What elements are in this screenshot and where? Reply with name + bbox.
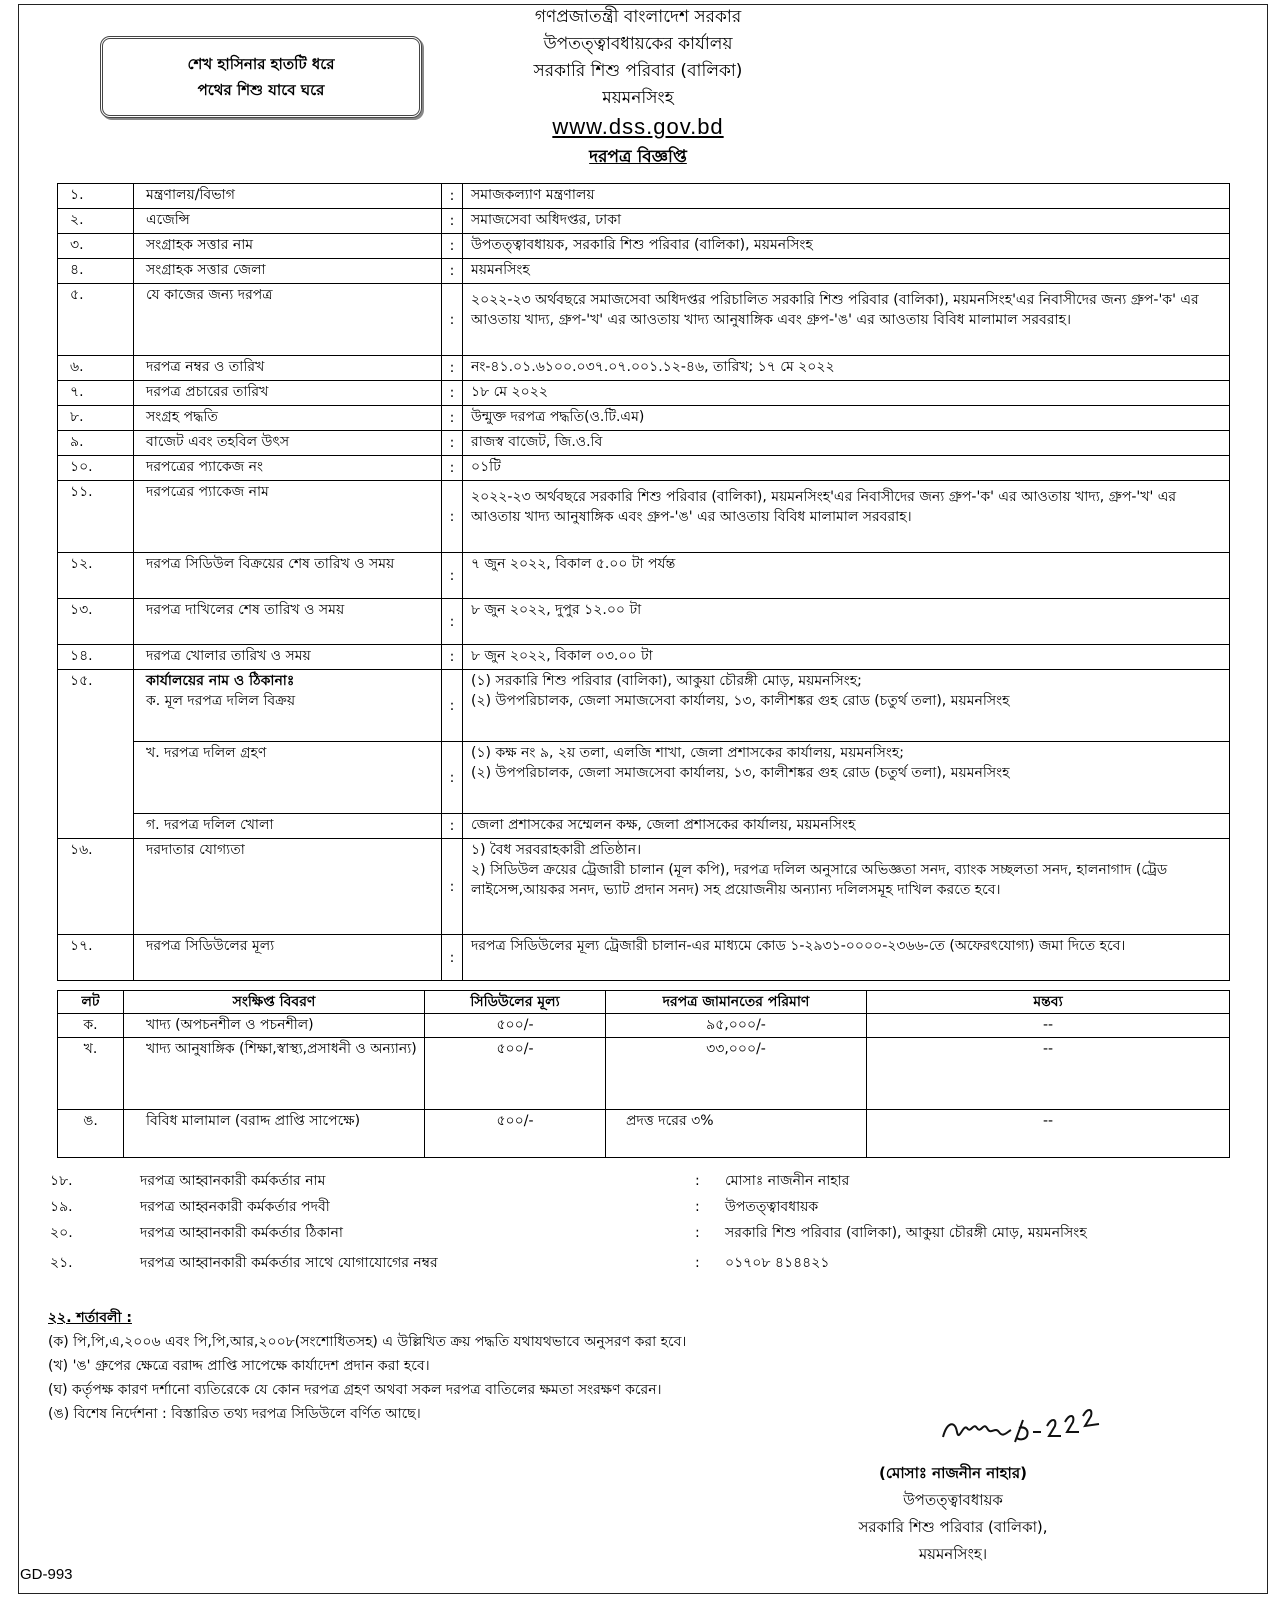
- row-label: গ. দরপত্র দলিল খোলা: [134, 814, 442, 839]
- lot-description: খাদ্য আনুষাঙ্গিক (শিক্ষা,স্বাস্থ্য,প্রসাধনী ও অন্যান্য): [124, 1038, 425, 1110]
- row-value: সমাজসেবা অধিদপ্তর, ঢাকা: [463, 209, 1230, 234]
- row-value: দরপত্র সিডিউলের মূল্য ট্রেজারী চালান-এর মাধ্যমে কোড ১-২৯৩১-০০০০-২৩৬৬-তে (অফেরৎযোগ্য) জমা দিতে হবে।: [463, 935, 1230, 981]
- row-number: ১২.: [58, 553, 134, 599]
- sale-office-2: (২) উপপরিচালক, জেলা সমাজসেবা কার্যালয়, ১৩, কালীশঙ্কর গুহ রোড (চতুর্থ তলা), ময়মনসিংহ: [471, 693, 1010, 709]
- signer-title: উপতত্ত্বাবধায়ক: [903, 1491, 1003, 1509]
- table-row: [58, 839, 1230, 935]
- row-number: ৯.: [58, 431, 134, 456]
- signer-name: (মোসাঃ নাজনীন নাহার): [879, 1464, 1027, 1482]
- table-row: [58, 431, 1230, 456]
- row-number: ১.: [58, 184, 134, 209]
- website-link[interactable]: www.dss.gov.bd: [552, 114, 724, 139]
- colon: :: [695, 1225, 700, 1241]
- table-row: [58, 234, 1230, 259]
- row-number: ১০.: [58, 456, 134, 481]
- colon: :: [442, 209, 463, 234]
- security-amount: ৯৫,০০০/-: [606, 1014, 867, 1038]
- row-value: সমাজকল্যাণ মন্ত্রণালয়: [463, 184, 1230, 209]
- info-row: [50, 1194, 1230, 1220]
- term-item: (ঘ) কর্তৃপক্ষ কারণ দর্শানো ব্যতিরেকে যে কোন দরপত্র গ্রহণ অথবা সকল দরপত্র বাতিলের ক্ষমতা সংরক্ষণ করেন।: [48, 1382, 662, 1398]
- colon: :: [442, 406, 463, 431]
- handwritten-signature-icon: [933, 1392, 1113, 1462]
- row-label: সংগ্রহ পদ্ধতি: [134, 406, 442, 431]
- colon: :: [442, 381, 463, 406]
- row-value: ১৮ মে ২০২২: [463, 381, 1230, 406]
- row-label: [134, 670, 442, 742]
- table-row: [58, 356, 1230, 381]
- receive-office-2: (২) উপপরিচালক, জেলা সমাজসেবা কার্যালয়, ১৩, কালীশঙ্কর গুহ রোড (চতুর্থ তলা), ময়মনসিংহ: [471, 765, 1010, 781]
- row-value: ময়মনসিংহ: [463, 259, 1230, 284]
- row-label: দরপত্রের প্যাকেজ নং: [134, 456, 442, 481]
- info-label: দরপত্র আহ্বানকারী কর্মকর্তার সাথে যোগাযোগের নম্বর: [140, 1255, 438, 1271]
- officer-info: [50, 1168, 1230, 1276]
- remark: --: [867, 1038, 1230, 1110]
- row-number: ২.: [58, 209, 134, 234]
- colon: :: [442, 645, 463, 670]
- column-header: সংক্ষিপ্ত বিবরণ: [124, 991, 425, 1014]
- sale-office-1: (১) সরকারি শিশু পরিবার (বালিকা), আকুয়া চৌরঙ্গী মোড়, ময়মনসিংহ;: [471, 673, 862, 689]
- slogan-line-1: শেখ হাসিনার হাতটি ধরে: [187, 55, 335, 73]
- slogan-box: [100, 36, 422, 118]
- receive-office-1: (১) কক্ষ নং ৯, ২য় তলা, এলজি শাখা, জেলা প্রশাসকের কার্যালয়, ময়মনসিংহ;: [471, 745, 904, 761]
- row-value: জেলা প্রশাসকের সম্মেলন কক্ষ, জেলা প্রশাসকের কার্যালয়, ময়মনসিংহ: [463, 814, 1230, 839]
- table-row: [58, 259, 1230, 284]
- lot-id: ক.: [58, 1014, 124, 1038]
- row-label: দরদাতার যোগ্যতা: [134, 839, 442, 935]
- row-value: [463, 742, 1230, 814]
- qualification-2: ২) সিডিউল ক্রয়ের ট্রেজারী চালান (মূল কপি), দরপত্র দলিল অনুসারে অভিজ্ঞতা সনদ, ব্যাংক সচ্ছলতা সনদ, হালনাগাদ (ট্রেড লাইসেন্স,আয়কর সনদ, ভ্যাট প্রদান সনদ) সহ প্রয়োজনীয় অন্যান্য দলিলসমূহ দাখিল করতে হবে।: [471, 862, 1168, 898]
- row-value: ০১টি: [463, 456, 1230, 481]
- lot-description: বিবিধ মালামাল (বরাদ্দ প্রাপ্তি সাপেক্ষে): [124, 1110, 425, 1158]
- row-number: ১৬.: [58, 839, 134, 935]
- table-row-office-receive: [58, 742, 1230, 814]
- row-label: এজেন্সি: [134, 209, 442, 234]
- colon: :: [442, 356, 463, 381]
- table-row: [58, 381, 1230, 406]
- row-label: দরপত্র প্রচারের তারিখ: [134, 381, 442, 406]
- column-header: সিডিউলের মূল্য: [425, 991, 606, 1014]
- colon: :: [695, 1255, 700, 1271]
- colon: :: [442, 935, 463, 981]
- row-value: উপতত্ত্বাবধায়ক, সরকারি শিশু পরিবার (বালিকা), ময়মনসিংহ: [463, 234, 1230, 259]
- row-label: দরপত্র সিডিউলের মূল্য: [134, 935, 442, 981]
- row-number: ১৪.: [58, 645, 134, 670]
- row-value: নং-৪১.০১.৬১০০.০৩৭.০৭.০০১.১২-৪৬, তারিখ; ১৭ মে ২০২২: [463, 356, 1230, 381]
- row-label: সংগ্রাহক সত্তার জেলা: [134, 259, 442, 284]
- row-label: খ. দরপত্র দলিল গ্রহণ: [134, 742, 442, 814]
- info-number: ২০.: [50, 1225, 73, 1241]
- remark: --: [867, 1110, 1230, 1158]
- colon: :: [442, 456, 463, 481]
- row-label: দরপত্র নম্বর ও তারিখ: [134, 356, 442, 381]
- qualification-1: ১) বৈধ সরবরাহকারী প্রতিষ্ঠান।: [471, 842, 642, 858]
- column-header: মন্তব্য: [867, 991, 1230, 1014]
- row-label: সংগ্রাহক সত্তার নাম: [134, 234, 442, 259]
- info-row: [50, 1220, 1230, 1246]
- colon: :: [442, 814, 463, 839]
- reference-code: GD-993: [20, 1566, 73, 1583]
- letterhead: [408, 4, 868, 172]
- security-amount: ৩৩,০০০/-: [606, 1038, 867, 1110]
- row-value: ৮ জুন ২০২২, বিকাল ০৩.০০ টা: [463, 645, 1230, 670]
- row-number: ৬.: [58, 356, 134, 381]
- row-value: ৮ জুন ২০২২, দুপুর ১২.০০ টা: [463, 599, 1230, 645]
- colon: :: [442, 742, 463, 814]
- row-label: বাজেট এবং তহবিল উৎস: [134, 431, 442, 456]
- info-label: দরপত্র আহ্বানকারী কর্মকর্তার নাম: [140, 1173, 326, 1189]
- table-row: [58, 1110, 1230, 1158]
- colon: :: [442, 839, 463, 935]
- colon: :: [442, 234, 463, 259]
- row-number: ১৭.: [58, 935, 134, 981]
- colon: :: [442, 670, 463, 742]
- info-value: মোসাঃ নাজনীন নাহার: [725, 1173, 850, 1189]
- colon: :: [442, 284, 463, 356]
- table-row: [58, 645, 1230, 670]
- signer-organization: সরকারি শিশু পরিবার (বালিকা),: [858, 1518, 1048, 1536]
- colon: :: [442, 553, 463, 599]
- page-title: দরপত্র বিজ্ঞপ্তি: [589, 147, 687, 167]
- security-amount: প্রদত্ত দরের ৩%: [606, 1110, 867, 1158]
- row-number: ৮.: [58, 406, 134, 431]
- row-value: রাজস্ব বাজেট, জি.ও.বি: [463, 431, 1230, 456]
- row-label: দরপত্র সিডিউল বিক্রয়ের শেষ তারিখ ও সময়: [134, 553, 442, 599]
- table-row: [58, 284, 1230, 356]
- colon: :: [442, 184, 463, 209]
- remark: --: [867, 1014, 1230, 1038]
- signer-city: ময়মনসিংহ।: [918, 1545, 988, 1563]
- row-label: দরপত্র দাখিলের শেষ তারিখ ও সময়: [134, 599, 442, 645]
- office-heading: কার্যালয়ের নাম ও ঠিকানাঃ: [146, 673, 295, 689]
- info-row: [50, 1250, 1230, 1276]
- row-number: ১৩.: [58, 599, 134, 645]
- table-row: [58, 456, 1230, 481]
- lot-description: খাদ্য (অপচনশীল ও পচনশীল): [124, 1014, 425, 1038]
- table-row-office-sale: [58, 670, 1230, 742]
- table-row: [58, 599, 1230, 645]
- table-row: [58, 481, 1230, 553]
- tender-notice-page: [8, 0, 1278, 1600]
- table-row: [58, 209, 1230, 234]
- table-row: [58, 935, 1230, 981]
- colon: :: [442, 481, 463, 553]
- table-row: [58, 184, 1230, 209]
- row-number: ১৫.: [58, 670, 134, 839]
- table-row: [58, 1014, 1230, 1038]
- colon: :: [442, 259, 463, 284]
- lot-table: [57, 990, 1230, 1158]
- lot-table-header: [58, 991, 1230, 1014]
- colon: :: [442, 599, 463, 645]
- table-row: [58, 406, 1230, 431]
- row-value: ২০২২-২৩ অর্থবছরে সমাজসেবা অধিদপ্তর পরিচালিত সরকারি শিশু পরিবার (বালিকা), ময়মনসিংহ'এর নিবাসীদের জন্য গ্রুপ-'ক' এর আওতায় খাদ্য, গ্রুপ-'খ' এর আওতায় খাদ্য আনুষাঙ্গিক এবং গ্রুপ-'ঙ' এর আওতায় বিবিধ মালামাল সরবরাহ।: [463, 284, 1230, 356]
- row-number: ৭.: [58, 381, 134, 406]
- row-label: দরপত্রের প্যাকেজ নাম: [134, 481, 442, 553]
- row-value: ২০২২-২৩ অর্থবছরে সরকারি শিশু পরিবার (বালিকা), ময়মনসিংহ'এর নিবাসীদের জন্য গ্রুপ-'ক' এর আওতায় খাদ্য, গ্রুপ-'খ' এর আওতায় খাদ্য আনুষাঙ্গিক এবং গ্রুপ-'ঙ' এর আওতায় বিবিধ মালামাল সরবরাহ।: [463, 481, 1230, 553]
- row-value: [463, 839, 1230, 935]
- institution-name: সরকারি শিশু পরিবার (বালিকা): [533, 61, 743, 81]
- terms-heading: ২২. শর্তাবলী :: [48, 1310, 132, 1326]
- row-number: ১১.: [58, 481, 134, 553]
- row-number: ৩.: [58, 234, 134, 259]
- schedule-price: ৫০০/-: [425, 1014, 606, 1038]
- colon: :: [695, 1173, 700, 1189]
- info-value: উপতত্ত্বাবধায়ক: [725, 1199, 819, 1215]
- government-name: গণপ্রজাতন্ত্রী বাংলাদেশ সরকার: [534, 7, 742, 27]
- table-row: [58, 1038, 1230, 1110]
- lot-id: খ.: [58, 1038, 124, 1110]
- row-number: ৪.: [58, 259, 134, 284]
- info-number: ১৯.: [50, 1199, 73, 1215]
- schedule-price: ৫০০/-: [425, 1110, 606, 1158]
- schedule-price: ৫০০/-: [425, 1038, 606, 1110]
- signature-block: [788, 1460, 1118, 1568]
- slogan-line-2: পথের শিশু যাবে ঘরে: [197, 81, 325, 99]
- info-label: দরপত্র আহ্বানকারী কর্মকর্তার ঠিকানা: [140, 1225, 343, 1241]
- colon: :: [442, 431, 463, 456]
- row-label: মন্ত্রণালয়/বিভাগ: [134, 184, 442, 209]
- colon: :: [695, 1199, 700, 1215]
- info-number: ২১.: [50, 1255, 73, 1271]
- row-label: দরপত্র খোলার তারিখ ও সময়: [134, 645, 442, 670]
- term-item: (ঙ) বিশেষ নির্দেশনা : বিস্তারিত তথ্য দরপত্র সিডিউলে বর্ণিত আছে।: [48, 1406, 421, 1422]
- info-number: ১৮.: [50, 1173, 73, 1189]
- tender-details-table: [57, 183, 1230, 981]
- city-name: ময়মনসিংহ: [602, 88, 674, 108]
- term-item: (খ) 'ঙ' গ্রুপের ক্ষেত্রে বরাদ্দ প্রাপ্তি সাপেক্ষে কার্যাদেশ প্রদান করা হবে।: [48, 1358, 430, 1374]
- row-value: [463, 670, 1230, 742]
- sale-label: ক. মূল দরপত্র দলিল বিক্রয়: [146, 693, 296, 709]
- column-header: লট: [58, 991, 124, 1014]
- row-label: যে কাজের জন্য দরপত্র: [134, 284, 442, 356]
- info-value: সরকারি শিশু পরিবার (বালিকা), আকুয়া চৌরঙ্গী মোড়, ময়মনসিংহ: [725, 1225, 1087, 1241]
- table-row-office-open: [58, 814, 1230, 839]
- info-label: দরপত্র আহ্বনকারী কর্মকর্তার পদবী: [140, 1199, 330, 1215]
- row-value: উন্মুক্ত দরপত্র পদ্ধতি(ও.টি.এম): [463, 406, 1230, 431]
- column-header: দরপত্র জামানতের পরিমাণ: [606, 991, 867, 1014]
- lot-id: ঙ.: [58, 1110, 124, 1158]
- table-row: [58, 553, 1230, 599]
- info-row: [50, 1168, 1230, 1194]
- office-name: উপতত্ত্বাবধায়কের কার্যালয়: [543, 34, 733, 54]
- row-value: ৭ জুন ২০২২, বিকাল ৫.০০ টা পর্যন্ত: [463, 553, 1230, 599]
- term-item: (ক) পি,পি,এ,২০০৬ এবং পি,পি,আর,২০০৮(সংশোধিতসহ) এ উল্লিখিত ক্রয় পদ্ধতি যথাযথভাবে অনুসরণ করা হবে।: [48, 1334, 687, 1350]
- row-number: ৫.: [58, 284, 134, 356]
- contact-number: ০১৭০৮ ৪১৪৪২১: [725, 1255, 830, 1271]
